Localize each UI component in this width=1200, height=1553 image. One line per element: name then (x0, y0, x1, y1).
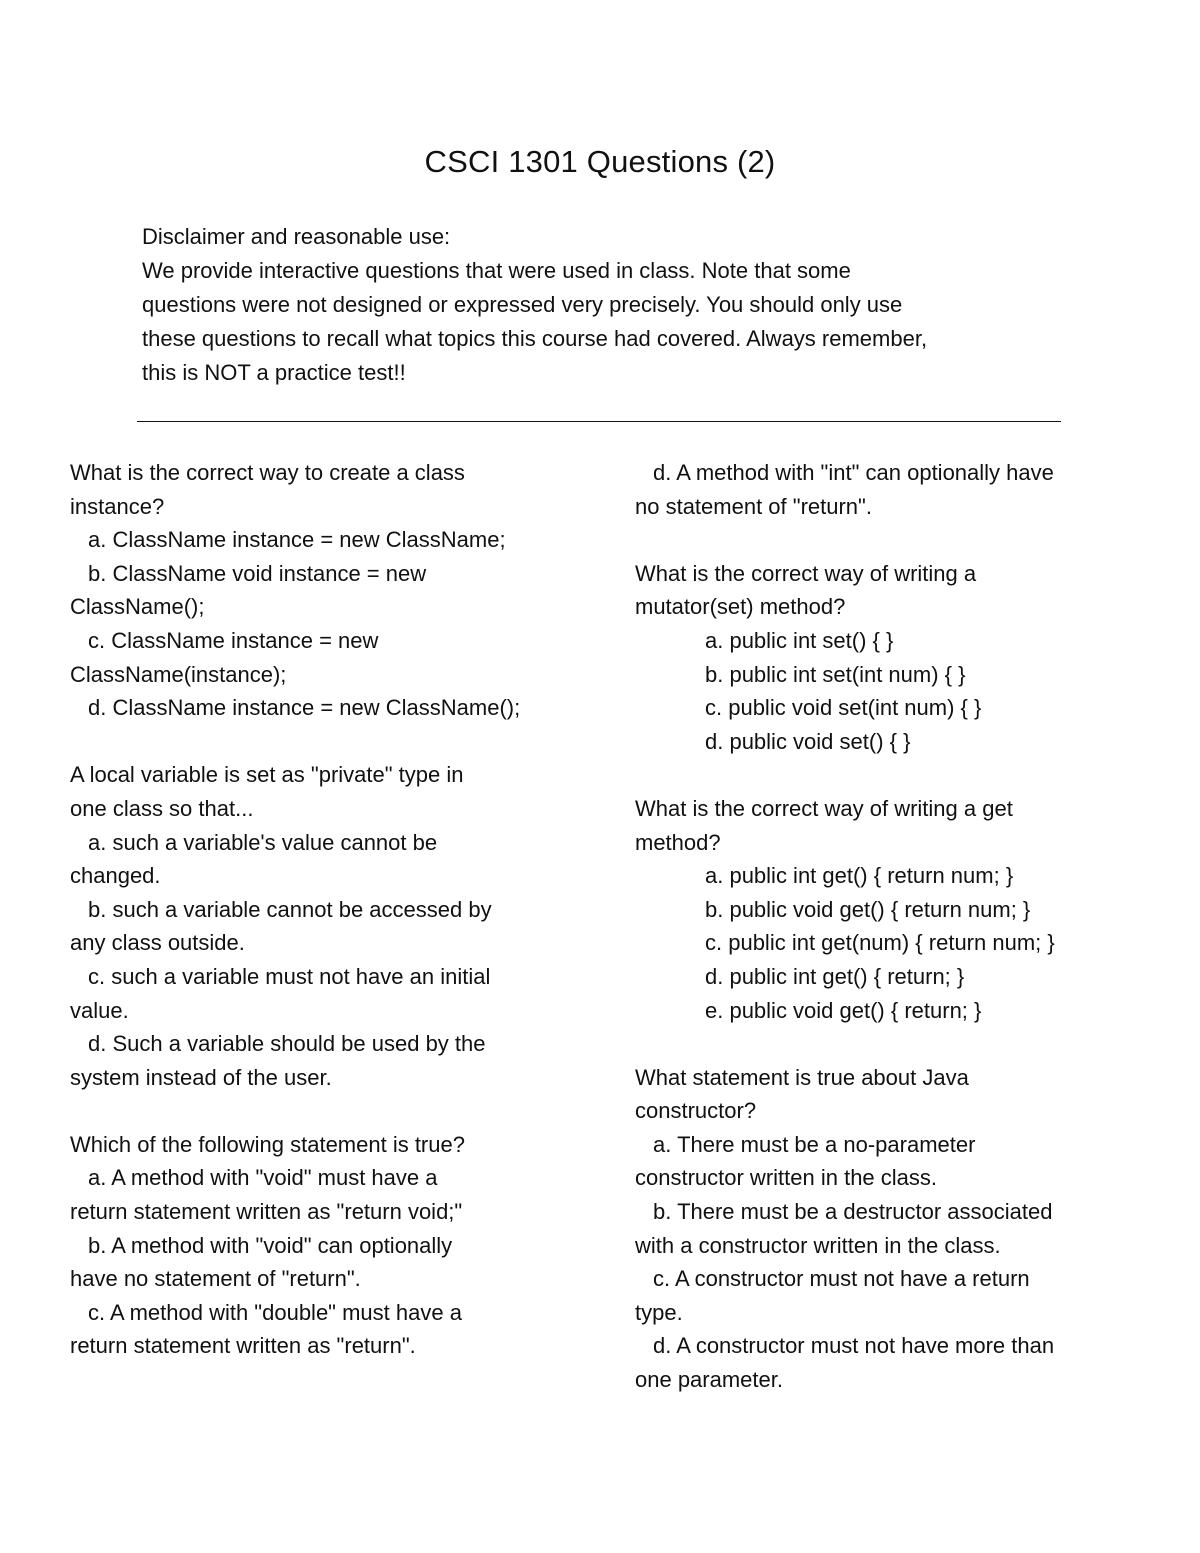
option-a: a. There must be a no-parameter (653, 1131, 976, 1157)
question-stem: one class so that... (70, 795, 254, 821)
option-c: c. A method with "double" must have a (88, 1299, 462, 1325)
spacer (70, 1094, 610, 1128)
option-d-cont: no statement of "return". (635, 493, 872, 519)
left-column (70, 456, 610, 1363)
question-6 (635, 1061, 1165, 1397)
option-a: a. such a variable's value cannot be (88, 829, 438, 855)
option-c: c. ClassName instance = new (88, 627, 379, 653)
question-stem: What is the correct way of writing a get (635, 795, 1013, 821)
spacer (70, 725, 610, 759)
question-stem: A local variable is set as "private" type in (70, 762, 464, 788)
option-b-cont: any class outside. (70, 930, 245, 956)
option-a-cont: return statement written as "return void;" (70, 1199, 463, 1225)
option-b: b. such a variable cannot be accessed by (88, 896, 492, 922)
option-d-cont: system instead of the user. (70, 1064, 332, 1090)
option-a: a. public int set() { } (705, 627, 894, 653)
option-a: a. ClassName instance = new ClassName; (88, 527, 506, 553)
disclaimer-line: these questions to recall what topics this course had covered. Always remember, (142, 326, 928, 351)
option-b: b. public void get() { return num; } (705, 896, 1031, 922)
option-a: a. A method with "void" must have a (88, 1165, 438, 1191)
option-b: b. There must be a destructor associated (653, 1199, 1053, 1225)
option-c: c. public void set(int num) { } (705, 695, 982, 721)
option-d: d. public int get() { return; } (705, 963, 965, 989)
question-5 (635, 792, 1165, 1027)
option-b-cont: have no statement of "return". (70, 1266, 361, 1292)
option-b: b. ClassName void instance = new (88, 560, 427, 586)
option-a: a. public int get() { return num; } (705, 863, 1014, 889)
option-e: e. public void get() { return; } (705, 997, 982, 1023)
option-b: b. public int set(int num) { } (705, 661, 966, 687)
option-b-cont: ClassName(); (70, 594, 205, 620)
right-column (635, 456, 1165, 1397)
option-d: d. ClassName instance = new ClassName(); (88, 695, 521, 721)
question-4 (635, 557, 1165, 759)
disclaimer-block (142, 220, 1072, 390)
option-c-cont: return statement written as "return". (70, 1333, 416, 1359)
disclaimer-line: We provide interactive questions that were used in class. Note that some (142, 258, 851, 283)
question-stem: constructor? (635, 1098, 757, 1124)
option-c-cont: type. (635, 1299, 683, 1325)
spacer (635, 758, 1165, 792)
option-c-cont: value. (70, 997, 129, 1023)
question-stem: What is the correct way of writing a (635, 560, 977, 586)
question-3 (70, 1128, 610, 1363)
option-c: c. A constructor must not have a return (653, 1266, 1030, 1292)
option-d: d. Such a variable should be used by the (88, 1031, 486, 1057)
horizontal-divider (137, 421, 1061, 422)
question-1 (70, 456, 610, 725)
option-d: d. public void set() { } (705, 728, 911, 754)
question-stem: instance? (70, 493, 165, 519)
option-d: d. A method with "int" can optionally have (653, 460, 1054, 485)
option-c-cont: ClassName(instance); (70, 661, 287, 687)
option-b: b. A method with "void" can optionally (88, 1232, 453, 1258)
option-d: d. A constructor must not have more than (653, 1333, 1055, 1359)
question-stem: mutator(set) method? (635, 594, 846, 620)
spacer (635, 1027, 1165, 1061)
question-2 (70, 758, 610, 1094)
spacer (635, 523, 1165, 557)
question-stem: Which of the following statement is true? (70, 1131, 465, 1157)
question-stem: What is the correct way to create a class (70, 460, 465, 485)
page-title: CSCI 1301 Questions (2) (424, 144, 776, 179)
question-3-continued (635, 456, 1165, 523)
option-b-cont: with a constructor written in the class. (635, 1232, 1001, 1258)
disclaimer-line: this is NOT a practice test!! (142, 360, 406, 385)
option-a-cont: changed. (70, 863, 161, 889)
option-c: c. such a variable must not have an initial (88, 963, 491, 989)
disclaimer-line: questions were not designed or expressed very precisely. You should only use (142, 292, 903, 317)
option-c: c. public int get(num) { return num; } (705, 930, 1055, 956)
option-a-cont: constructor written in the class. (635, 1165, 938, 1191)
disclaimer-heading: Disclaimer and reasonable use: (142, 224, 451, 249)
option-d-cont: one parameter. (635, 1367, 783, 1393)
question-stem: What statement is true about Java (635, 1064, 969, 1090)
question-stem: method? (635, 829, 721, 855)
